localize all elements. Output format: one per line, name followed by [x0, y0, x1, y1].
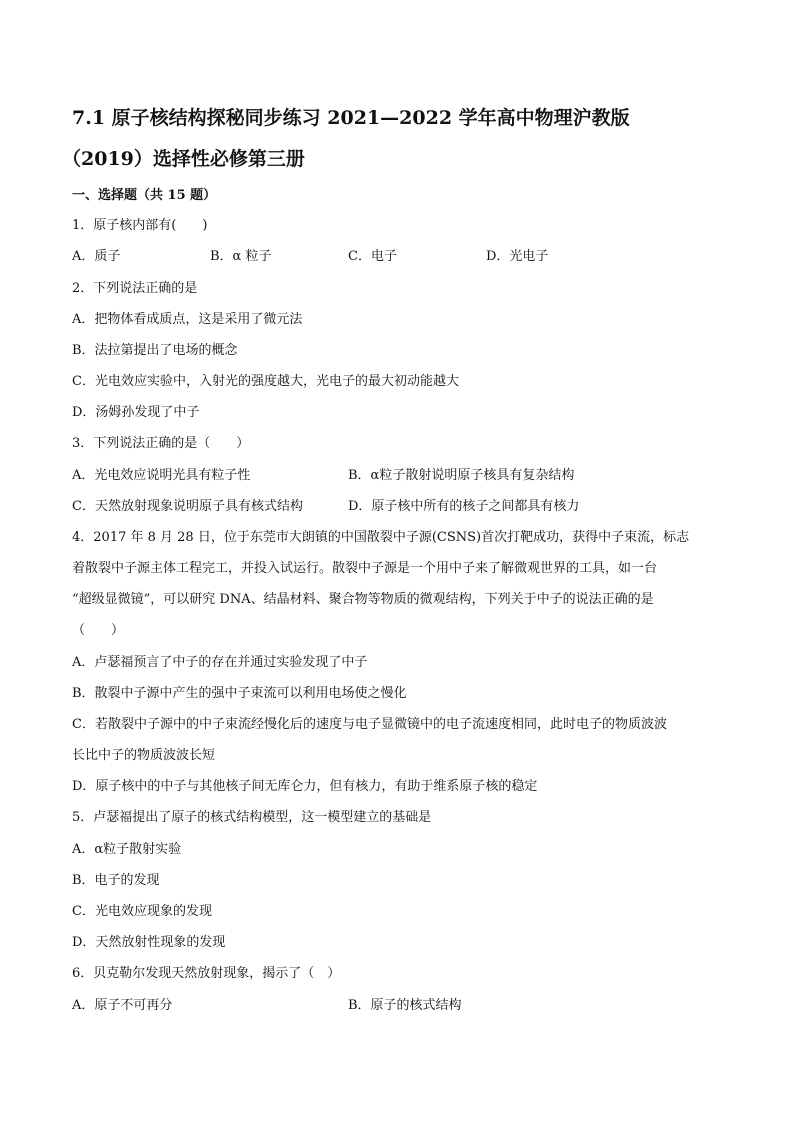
- question-3-stem: 3．下列说法正确的是（ ）: [72, 436, 250, 451]
- question-3-option-b: B．α粒子散射说明原子核具有复杂结构: [348, 468, 575, 483]
- document-title-line2: （2019）选择性必修第三册: [62, 148, 305, 170]
- question-4-option-a: A．卢瑟福预言了中子的存在并通过实验发现了中子: [72, 655, 368, 670]
- question-3-option-c: C．天然放射现象说明原子具有核式结构: [72, 499, 303, 514]
- question-6-option-a: A．原子不可再分: [72, 998, 173, 1013]
- question-1-option-b: B．α 粒子: [210, 249, 272, 264]
- question-3-option-a: A．光电效应说明光具有粒子性: [72, 468, 251, 483]
- question-1-option-c: C．电子: [348, 249, 397, 264]
- question-2-option-a: A．把物体看成质点，这是采用了微元法: [72, 312, 303, 327]
- question-1-option-d: D．光电子: [486, 249, 549, 264]
- question-4-stem-line1: 4．2017 年 8 月 28 日，位于东莞市大朗镇的中国散裂中子源(CSNS)首次打靶成功，获得中子束流，标志: [72, 530, 690, 545]
- question-5-option-d: D．天然放射性现象的发现: [72, 935, 226, 950]
- question-5-stem: 5．卢瑟福提出了原子的核式结构模型，这一模型建立的基础是: [72, 810, 432, 825]
- question-4-stem-line3: “超级显微镜”，可以研究 DNA、结晶材料、聚合物等物质的微观结构，下列关于中子的说法正确的是: [72, 592, 654, 607]
- question-5-option-b: B．电子的发现: [72, 873, 160, 888]
- question-1-option-a: A．质子: [72, 249, 121, 264]
- question-2-option-d: D．汤姆孙发现了中子: [72, 405, 200, 420]
- question-3-option-d: D．原子核中所有的核子之间都具有核力: [348, 499, 580, 514]
- question-6-stem: 6．贝克勒尔发现天然放射现象，揭示了（ ）: [72, 966, 341, 981]
- section-heading: 一、选择题（共 15 题）: [72, 188, 217, 203]
- question-4-stem-line4: （ ）: [72, 623, 125, 638]
- question-2-option-c: C．光电效应实验中，入射光的强度越大，光电子的最大初动能越大: [72, 374, 459, 389]
- question-1-stem: 1．原子核内部有( ): [72, 218, 208, 233]
- question-2-stem: 2．下列说法正确的是: [72, 281, 198, 296]
- question-5-option-a: A．α粒子散射实验: [72, 842, 182, 857]
- question-2-option-b: B．法拉第提出了电场的概念: [72, 343, 238, 358]
- question-4-option-b: B．散裂中子源中产生的强中子束流可以利用电场使之慢化: [72, 686, 407, 701]
- question-4-option-c-line1: C．若散裂中子源中的中子束流经慢化后的速度与电子显微镜中的电子流速度相同，此时电子的物质波波: [72, 717, 667, 732]
- document-title-line1: 7.1 原子核结构探秘同步练习 2021—2022 学年高中物理沪教版: [72, 107, 630, 129]
- question-4-option-d: D．原子核中的中子与其他核子间无库仑力，但有核力，有助于维系原子核的稳定: [72, 779, 538, 794]
- question-6-option-b: B．原子的核式结构: [348, 998, 462, 1013]
- question-5-option-c: C．光电效应现象的发现: [72, 904, 212, 919]
- question-4-option-c-line2: 长比中子的物质波波长短: [72, 748, 216, 763]
- question-4-stem-line2: 着散裂中子源主体工程完工，并投入试运行。散裂中子源是一个用中子来了解微观世界的工具，如一台: [72, 561, 658, 576]
